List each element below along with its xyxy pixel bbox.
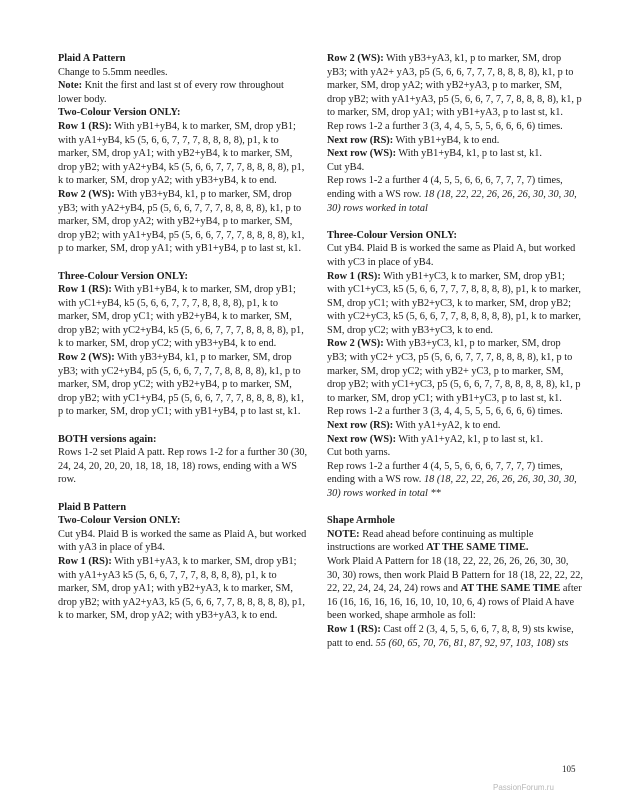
right-column [327, 52, 583, 650]
plaid-b-intro: Cut yB4. Plaid B is worked the same as Plaid A, but worked with yC3 in place of yB4. [327, 243, 576, 268]
work-instruction: Work Plaid A Pattern for 18 (18, 22, 22, 26, 26, 26, 30, 30, 30, 30) rows, then work Plaid B Pattern for 18 (18, 22, 22, 22, 22, 22, 24, 24, 24, 24) rows and AT THE SAME TIME after 16 (16, 16, 16, 16, 16, 10, 10, 10, 6, 4) rows of Plaid A have been worked, shape armhole as foll: [327, 555, 583, 622]
row-2-instruction: Row 2 (WS): With yB3+yB4, k1, p to marker, SM, drop yB3; with yC2+yB4, p5 (5, 6, 6, 7, 7, 7, 8, 8, 8, 8), k1, p to marker, SM, drop yC2; with yB2+yB4, p to marker, SM, drop yB2; with yC1+yB4, p5 (5, 6, 6, 7, 7, 7, 8, 8, 8, 8), k1, p to marker, SM, drop yC1; with yB1+yB4, p to last st, k1. [58, 352, 304, 418]
plaid-a-heading: Plaid A Pattern [58, 53, 126, 64]
repeat-instruction: Rep rows 1-2 a further 4 (4, 5, 5, 6, 6, 6, 7, 7, 7, 7) times, ending with a WS row. 18 (18, 22, 22, 26, 26, 26, 30, 30, 30, 30) rows worked in total ** [327, 460, 577, 499]
needles-instruction: Change to 5.5mm needles. [58, 66, 168, 78]
repeat-instruction: Rep rows 1-2 a further 3 (3, 4, 4, 5, 5, 5, 6, 6, 6, 6) times. [327, 120, 563, 132]
note-paragraph: Note: Knit the first and last st of every row throughout lower body. [58, 80, 284, 105]
repeat-instruction: Rep rows 1-2 a further 3 (3, 4, 4, 5, 5, 5, 6, 6, 6, 6) times. [327, 406, 563, 418]
left-column [58, 52, 309, 623]
watermark: PassionForum.ru [493, 783, 554, 792]
row-2-instruction: Row 2 (WS): With yB3+yA3, k1, p to marker, SM, drop yB3; with yA2+ yA3, p5 (5, 6, 6, 7, 7, 7, 8, 8, 8, 8), k1, p to marker, SM, drop yA2; with yB2+yA3, p to marker, SM, drop yB2; with yA1+yA3, p5 (5, 6, 6, 7, 7, 7, 8, 8, 8, 8), k1, p to marker, SM, drop yA1; with yB1+yA3, p to last st, k1. [327, 53, 582, 119]
both-versions-heading: BOTH versions again: [58, 433, 157, 445]
row-2-instruction: Row 2 (WS): With yB3+yC3, k1, p to marker, SM, drop yB3; with yC2+ yC3, p5 (5, 6, 6, 7, 7, 7, 8, 8, 8, 8), k1, p to marker, SM, drop yC2; with yB2+ yC3, p to marker, SM, drop yB2; with yC1+yC3, p5 (5, 6, 6, 7, 7, 8, 8, 8, 8, 8), k1, p to marker, SM, drop yC1; with yB1+yC3, p to last st, k1. [327, 338, 581, 404]
row-1-instruction: Row 1 (RS): Cast off 2 (3, 4, 5, 5, 6, 6, 7, 8, 8, 9) sts kwise, patt to end. 55 (60, 65, 70, 76, 81, 87, 92, 97, 103, 108) sts [327, 623, 574, 649]
next-row-ws: Next row (WS): With yB1+yB4, k1, p to last st, k1. [327, 148, 542, 160]
three-colour-heading: Three-Colour Version ONLY: [58, 270, 188, 282]
row-2-instruction: Row 2 (WS): With yB3+yB4, k1, p to marker, SM, drop yB3; with yA2+yB4, p5 (5, 6, 6, 7, 7, 7, 8, 8, 8, 8), k1, p to marker, SM, drop yA2; with yB2+yB4, p to marker, SM, drop yB2; with yA1+yB4, p5 (5, 6, 6, 7, 7, 7, 8, 8, 8, 8), k1, p to marker, SM, drop yA1; with yB1+yB4, p to last st, k1. [58, 188, 305, 255]
next-row-rs: Next row (RS): With yB1+yB4, k to end. [327, 134, 500, 146]
two-colour-heading: Two-Colour Version ONLY: [58, 515, 181, 527]
row-1-instruction: Row 1 (RS): With yB1+yB4, k to marker, SM, drop yB1; with yC1+yB4, k5 (5, 6, 6, 7, 7, 7, 8, 8, 8, 8), p1, k to marker, SM, drop yC1; with yB2+yB4, k to marker, SM, drop yB2; with yC2+yB4, k5 (5, 6, 6, 7, 7, 7, 8, 8, 8, 8), p1, k to marker, SM, drop yC2; with yB3+yB4, k to end. [58, 284, 304, 350]
row-1-instruction: Row 1 (RS): With yB1+yB4, k to marker, SM, drop yB1; with yA1+yB4, k5 (5, 6, 6, 7, 7, 7, 8, 8, 8, 8), p1, k to marker, SM, drop yA1; with yB2+yB4, k to marker, SM, drop yB2; with yA2+yB4, k5 (5, 6, 6, 7, 7, 7, 8, 8, 8, 8), p1, k to marker, SM, drop yA2; with yB3+yB4, k to end. [58, 120, 305, 187]
next-row-rs: Next row (RS): With yA1+yA2, k to end. [327, 420, 501, 432]
note-paragraph: NOTE: Read ahead before continuing as multiple instructions are worked AT THE SAME TIME. [327, 528, 534, 554]
cut-instruction: Cut both yarns. [327, 447, 391, 459]
both-versions-text: Rows 1-2 set Plaid A patt. Rep rows 1-2 for a further 30 (30, 24, 24, 20, 20, 20, 18, 18, 18, 18) rows, ending with a WS row. [58, 447, 308, 486]
plaid-b-intro: Cut yB4. Plaid B is worked the same as Plaid A, but worked with yA3 in place of yB4. [58, 528, 307, 554]
cut-instruction: Cut yB4. [327, 161, 365, 173]
row-1-instruction: Row 1 (RS): With yB1+yC3, k to marker, SM, drop yB1; with yC1+yC3, k5 (5, 6, 6, 7, 7, 7, 8, 8, 8, 8), p1, k to marker, SM, drop yC1; with yB2+yC3, k to marker, SM, drop yB2; with yC2+yC3, k5 (5, 6, 6, 7, 7, 8, 8, 8, 8, 8), p1, k to marker, SM, drop yC2; with yB3+yC3, k to end. [327, 270, 581, 336]
plaid-b-heading: Plaid B Pattern [58, 501, 127, 513]
two-colour-heading: Two-Colour Version ONLY: [58, 107, 181, 119]
shape-armhole-heading: Shape Armhole [327, 515, 395, 527]
row-1-instruction: Row 1 (RS): With yB1+yA3, k to marker, SM, drop yB1; with yA1+yA3 k5 (5, 6, 6, 7, 7, 7, 8, 8, 8, 8), p1, k to marker, SM, drop yA1; with yB2+yA3, k to marker, SM, drop yB2; with yA2+yA3, k5 (5, 6, 6, 7, 7, 8, 8, 8, 8, 8), p1, k to marker, SM, drop yA2; with yB3+yA3, k to end. [58, 555, 305, 622]
page-number: 105 [562, 764, 576, 774]
next-row-ws: Next row (WS): With yA1+yA2, k1, p to last st, k1. [327, 433, 544, 445]
three-colour-heading: Three-Colour Version ONLY: [327, 229, 457, 241]
repeat-instruction: Rep rows 1-2 a further 4 (4, 5, 5, 6, 6, 6, 7, 7, 7, 7) times, ending with a WS row. 18 (18, 22, 22, 26, 26, 26, 30, 30, 30, 30) rows worked in total [327, 175, 577, 214]
